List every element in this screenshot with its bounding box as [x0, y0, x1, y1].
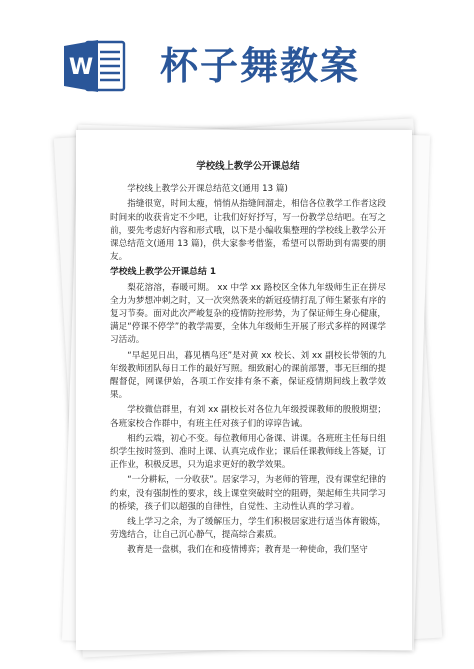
word-icon-letter: W	[68, 55, 94, 80]
header-banner	[0, 0, 474, 120]
document-subtitle: 学校线上教学公开课总结范文(通用 13 篇)	[127, 184, 288, 195]
document-page	[76, 130, 412, 650]
document-body	[110, 160, 386, 560]
paragraph: 教育是一盘棋，我们在和疫情博弈；教育是一种使命，我们坚守	[127, 545, 368, 556]
page-title: 杯子舞教案	[160, 43, 361, 88]
section-heading: 学校线上教学公开课总结 1	[110, 267, 216, 278]
paragraph: 线上学习之余，为了缓解压力，学生们积极居家进行适当体育锻炼，劳逸结合，让自己沉心静气，提高综合素质。	[110, 517, 386, 541]
word-document-icon	[64, 38, 126, 94]
paragraph: “一分耕耘，一分收获”。居家学习，为老师的管理，没有课堂纪律的约束，没有强制性的要求，线上课堂突破时空的阻碍，架起师生共同学习的桥梁，孩子们以超强的自律性，自觉性、主动性认真的学习着。	[110, 475, 386, 512]
document-title: 学校线上教学公开课总结	[196, 161, 300, 172]
paragraph: 梨花溶溶，春暖可期。 xx 中学 xx 路校区全体九年级师生正在拼尽全力为梦想冲刺之时，又一次突然袭来的新冠疫情打乱了师生紧张有序的复习节奏。面对此次严峻复杂的疫情防控形势，为了保证师生身心健康，满足“停课不停学”的教学需要，全体九年级师生开展了形式多样的网课学习活动。	[110, 282, 386, 346]
paragraph: “早起见日出，暮见栖鸟还”是对黄 xx 校长、刘 xx 副校长带领的九年级教师团队每日工作的最好写照。细致耐心的课前部署，事无巨细的提醒督促，网课伊始，各项工作安排有条不紊，保证疫情期间线上教学效果。	[110, 350, 386, 401]
paragraph: 学校微信群里，有刘 xx 副校长对各位九年级授课教师的殷殷期望；各班家校合作群中，有班主任对孩子们的谆谆告诫。	[110, 405, 386, 429]
paragraph: 相约云端，初心不变。每位教师用心备课、讲课。各班班主任每日组织学生按时签到、准时上课、认真完成作业；课后任课教师线上答疑，订正作业，积极反思，只为追求更好的教学效果。	[110, 433, 386, 471]
document-intro: 指缝很宽，时间太瘦，悄悄从指缝间溜走，相信各位教学工作者这段时间来的收获肯定不少吧，让我们好好抒写，写一份教学总结吧。在写之前，要先考虑好内容和形式哦，以下是小编收集整理的学校线上教学公开课总结范文(通用 13 篇)，供大家参考借鉴，希望可以帮助到有需要的朋友。	[110, 199, 386, 263]
